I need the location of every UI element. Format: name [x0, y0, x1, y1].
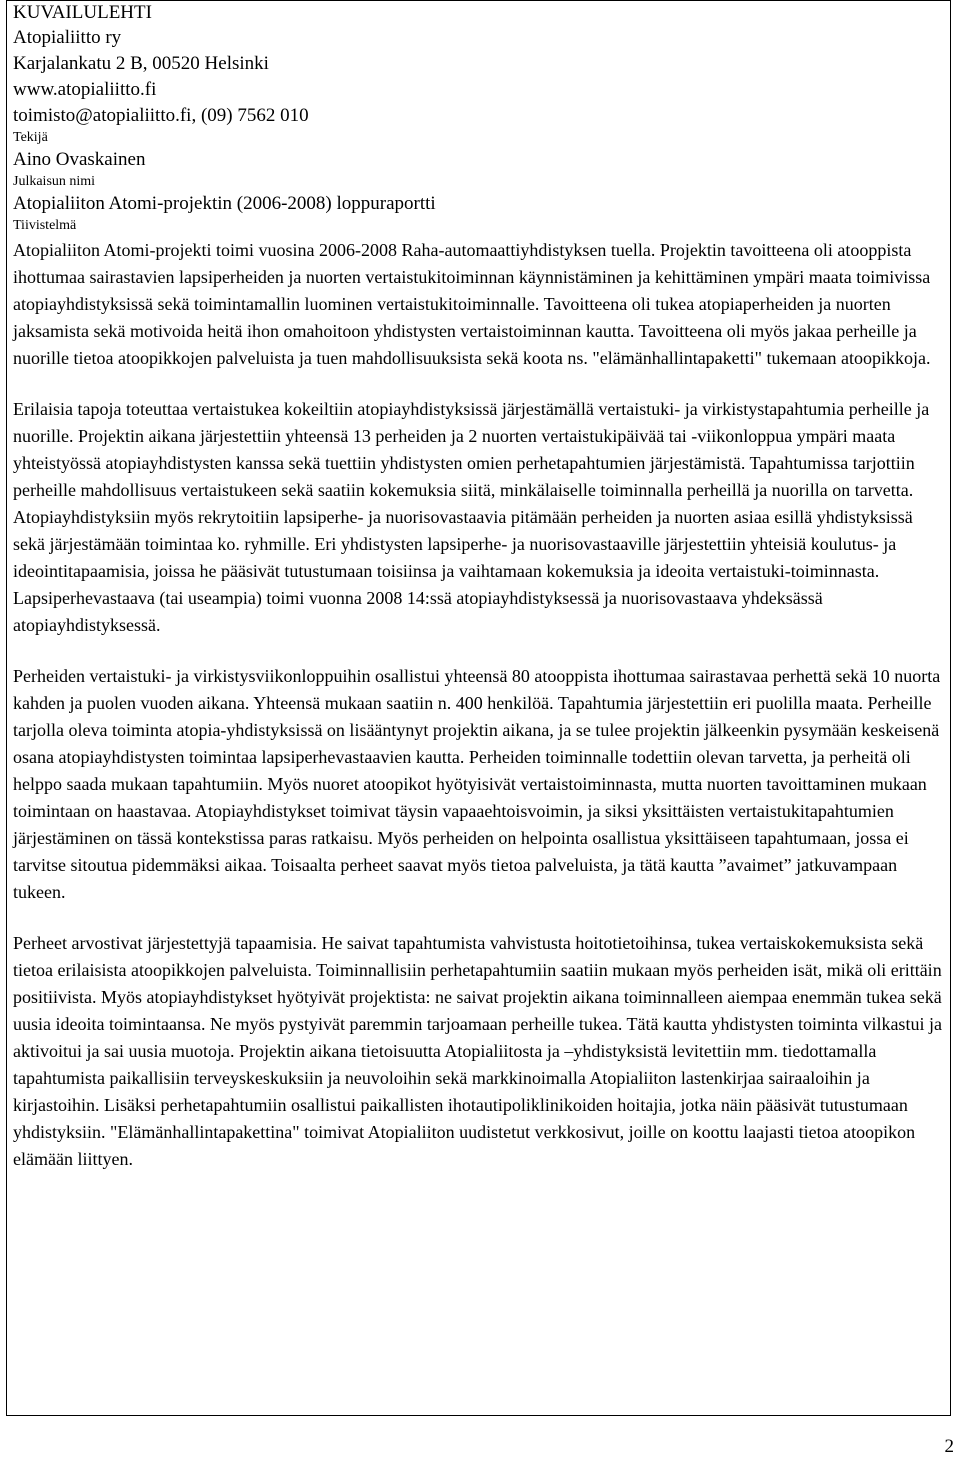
summary-paragraph: Perheiden vertaistuki- ja virkistysviikonloppuihin osallistui yhteensä 80 atooppista ihottumaa sairastavaa perhettä sekä 10 nuorta kahden ja puolen vuoden aikana. Yhteensä mukaan saatiin n. 400 henkilöä. Tapahtumia järjestettiin eri puolilla maata. Perheille tarjolla oleva toiminta atopia-yhdistyksissä on lisääntynyt projektin aikana, ja se tulee projektin jälkeenkin pysymään keskeisenä osana atopiayhdistysten toimintaa lapsiperhevastaavien kautta. Perheiden toiminnalle todettiin olevan tarvetta, ja perheitä oli helppo saada mukaan tapahtumiin. Myös nuoret atoopikot hyötyisivät vertaistoiminnasta, mutta nuorten tavoittaminen mukaan toimintaan on haastavaa. Atopiayhdistykset toimivat täysin vapaaehtoisvoimin, ja siksi yksittäisten vertaistukitapahtumien järjestäminen on tässä kontekstissa paras ratkaisu. Myös perheiden on helpointa osallistua yksittäiseen tapahtumaan, jossa ei tarvitse sitoutua pidemmäksi aikaa. Toisaalta perheet saavat myös tietoa palveluista, ja tätä kautta ”avaimet” jatkuvampaan tukeen. [13, 666, 941, 902]
summary-label: Tiivistelmä [13, 218, 77, 233]
description-sheet-frame [6, 0, 951, 1416]
summary-paragraph: Perheet arvostivat järjestettyjä tapaamisia. He saivat tapahtumista vahvistusta hoitotietoihinsa, tukea vertaiskokemuksista sekä tietoa erilaisista atoopikkojen palveluista. Toiminnallisiin perhetapahtumiin saatiin mukaan myös perheiden isät, mikä oli erittäin positiivista. Myös atopiayhdistykset hyötyivät projektista: ne saivat projektin aikana toiminnalleen aiempaa enemmän tukea sekä uusia ideoita toimintaansa. Ne myös pystyivät paremmin tarjoamaan perheille tukea. Tätä kautta yhdistysten toiminta vilkastui ja aktivoitui ja sai uusia muotoja. Projektin aikana tietoisuutta Atopialiitosta ja –yhdistyksistä levitettiin mm. tiedottamalla tapahtumista paikallisiin terveyskeskuksiin ja neuvoloihin sekä markkinoimalla Atopialiiton lastenkirjaa sairaaloihin ja kirjastoihin. Lisäksi perhetapahtumiin osallistui paikallisten ihotautipoliklinikoiden hoitajia, jotka näin pääsivät tutustumaan yhdistyksiin. "Elämänhallintapakettina" toimivat Atopialiiton uudistetut verkkosivut, joille on koottu laajasti tietoa atoopikon elämään liittyen. [13, 933, 942, 1169]
summary-body [13, 237, 944, 1173]
title-label: Julkaisun nimi [13, 174, 96, 189]
summary-paragraph: Atopialiiton Atomi-projekti toimi vuosina 2006-2008 Raha-automaattiyhdistyksen tuella. Projektin tavoitteena oli atooppista ihottumaa sairastavien lapsiperheiden ja nuorten vertaistukitoiminnan käynnistäminen ja kehittäminen ympäri maata toimivissa atopiayhdistyksissä sekä toimintamallin luominen vertaistukitoiminnalle. Tavoitteena oli tukea atopiaperheiden ja nuorten jaksamista sekä motivoida heitä ihon omahoitoon yhdistysten vertaistoiminnan kautta. Tavoitteena oli myös jakaa perheille ja nuorille tietoa atoopikkojen palveluista ja tuen mahdollisuuksista sekä koota ns. "elämänhallintapaketti" tukemaan atoopikkoja. [13, 240, 931, 368]
publisher-website: www.atopialiitto.fi [13, 79, 157, 100]
page-number: 2 [944, 1436, 954, 1457]
publisher-address: Karjalankatu 2 B, 00520 Helsinki [13, 53, 269, 74]
header-block [13, 1, 944, 235]
author-name: Aino Ovaskainen [13, 149, 146, 170]
publisher-contact: toimisto@atopialiitto.fi, (09) 7562 010 [13, 105, 309, 126]
document-type-heading: KUVAILULEHTI [13, 2, 152, 23]
publisher-name: Atopialiitto ry [13, 27, 122, 48]
publication-title: Atopialiiton Atomi-projektin (2006-2008) loppuraportti [13, 193, 436, 214]
summary-paragraph: Erilaisia tapoja toteuttaa vertaistukea kokeiltiin atopiayhdistyksissä järjestämällä vertaistuki- ja virkistystapahtumia perheille ja nuorille. Projektin aikana järjestettiin yhteensä 13 perheiden ja 2 nuorten vertaistukipäivää tai -viikonloppua ympäri maata yhteistyössä atopiayhdistysten kanssa sekä tuettiin yhdistysten omien perhetapahtumien järjestämistä. Tapahtumissa tarjottiin perheille mahdollisuus vertaistukeen sekä saatiin kokemuksia siitä, minkälaiselle toiminnalla perheillä ja nuorilla on tarvetta. Atopiayhdistyksiin myös rekrytoitiin lapsiperhe- ja nuorisovastaavia pitämään perheiden ja nuorten asiaa esillä yhdistyksissä sekä järjestämään toimintaa ko. ryhmille. Eri yhdistysten lapsiperhe- ja nuorisovastaaville järjestettiin yhteisiä koulutus- ja ideointitapaamisia, joissa he pääsivät tutustumaan toisiinsa ja vaihtamaan kokemuksia ja ideoita vertaistuki-toiminnasta. Lapsiperhevastaava (tai useampia) toimi vuonna 2008 14:ssä atopiayhdistyksessä ja nuorisovastaava yhdeksässä atopiayhdistyksessä. [13, 399, 930, 635]
author-label: Tekijä [13, 130, 48, 145]
